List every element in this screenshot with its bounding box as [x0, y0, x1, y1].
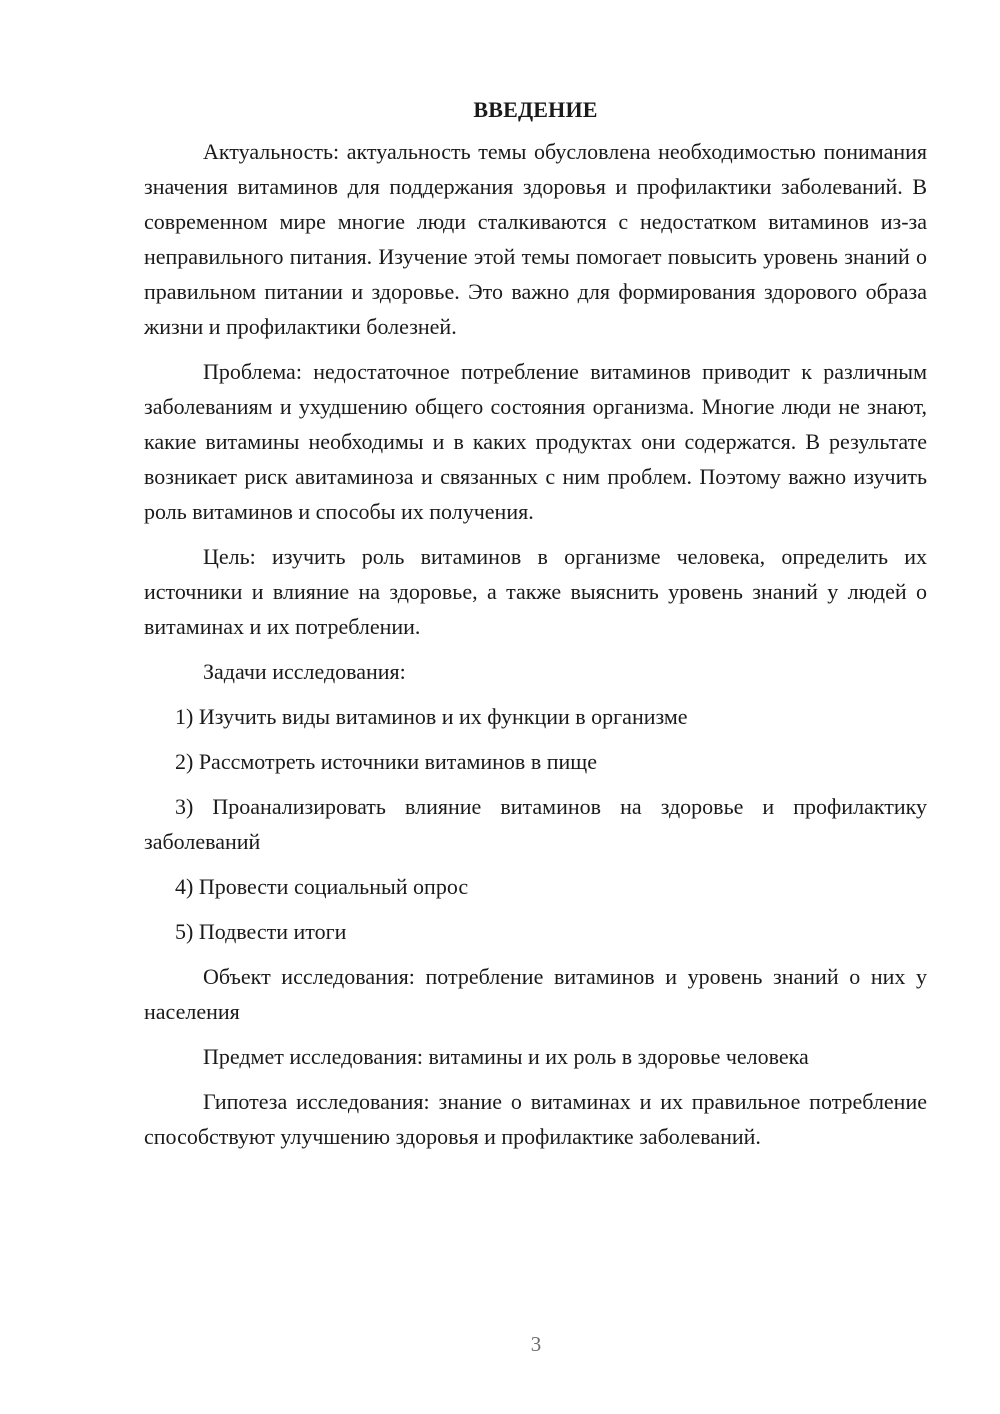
paragraph-research-object: Объект исследования: потребление витаминов и уровень знаний о них у населения: [144, 964, 927, 1024]
paragraph-research-subject: Предмет исследования: витамины и их роль в здоровье человека: [203, 1044, 809, 1069]
tasks-heading: Задачи исследования:: [203, 659, 406, 684]
task-item-2: 2) Рассмотреть источники витаминов в пище: [175, 749, 597, 774]
paragraph-relevance: Актуальность: актуальность темы обусловлена необходимостью понимания значения витаминов для поддержания здоровья и профилактики заболеваний. В современном мире многие люди сталкиваются с недостатком витаминов из-за неправильного питания. Изучение этой темы помогает повысить уровень знаний о правильном питании и здоровье. Это важно для формирования здорового образа жизни и профилактики болезней.: [144, 139, 927, 339]
paragraph-hypothesis: Гипотеза исследования: знание о витаминах и их правильное потребление способствуют улучшению здоровья и профилактике заболеваний.: [144, 1089, 927, 1149]
document-page: [144, 92, 927, 1164]
page-title: ВВЕДЕНИЕ: [473, 97, 598, 122]
task-item-1: 1) Изучить виды витаминов и их функции в организме: [175, 704, 688, 729]
task-item-5: 5) Подвести итоги: [175, 919, 347, 944]
paragraph-problem: Проблема: недостаточное потребление витаминов приводит к различным заболеваниям и ухудшению общего состояния организма. Многие люди не знают, какие витамины необходимы и в каких продуктах они содержатся. В результате возникает риск авитаминоза и связанных с ним проблем. Поэтому важно изучить роль витаминов и способы их получения.: [144, 359, 927, 524]
page-number: 3: [530, 1332, 542, 1356]
paragraph-goal: Цель: изучить роль витаминов в организме человека, определить их источники и влияние на здоровье, а также выяснить уровень знаний у людей о витаминах и их потреблении.: [144, 544, 927, 639]
task-item-4: 4) Провести социальный опрос: [175, 874, 469, 899]
task-item-3: 3) Проанализировать влияние витаминов на здоровье и профилактику заболеваний: [144, 794, 927, 854]
